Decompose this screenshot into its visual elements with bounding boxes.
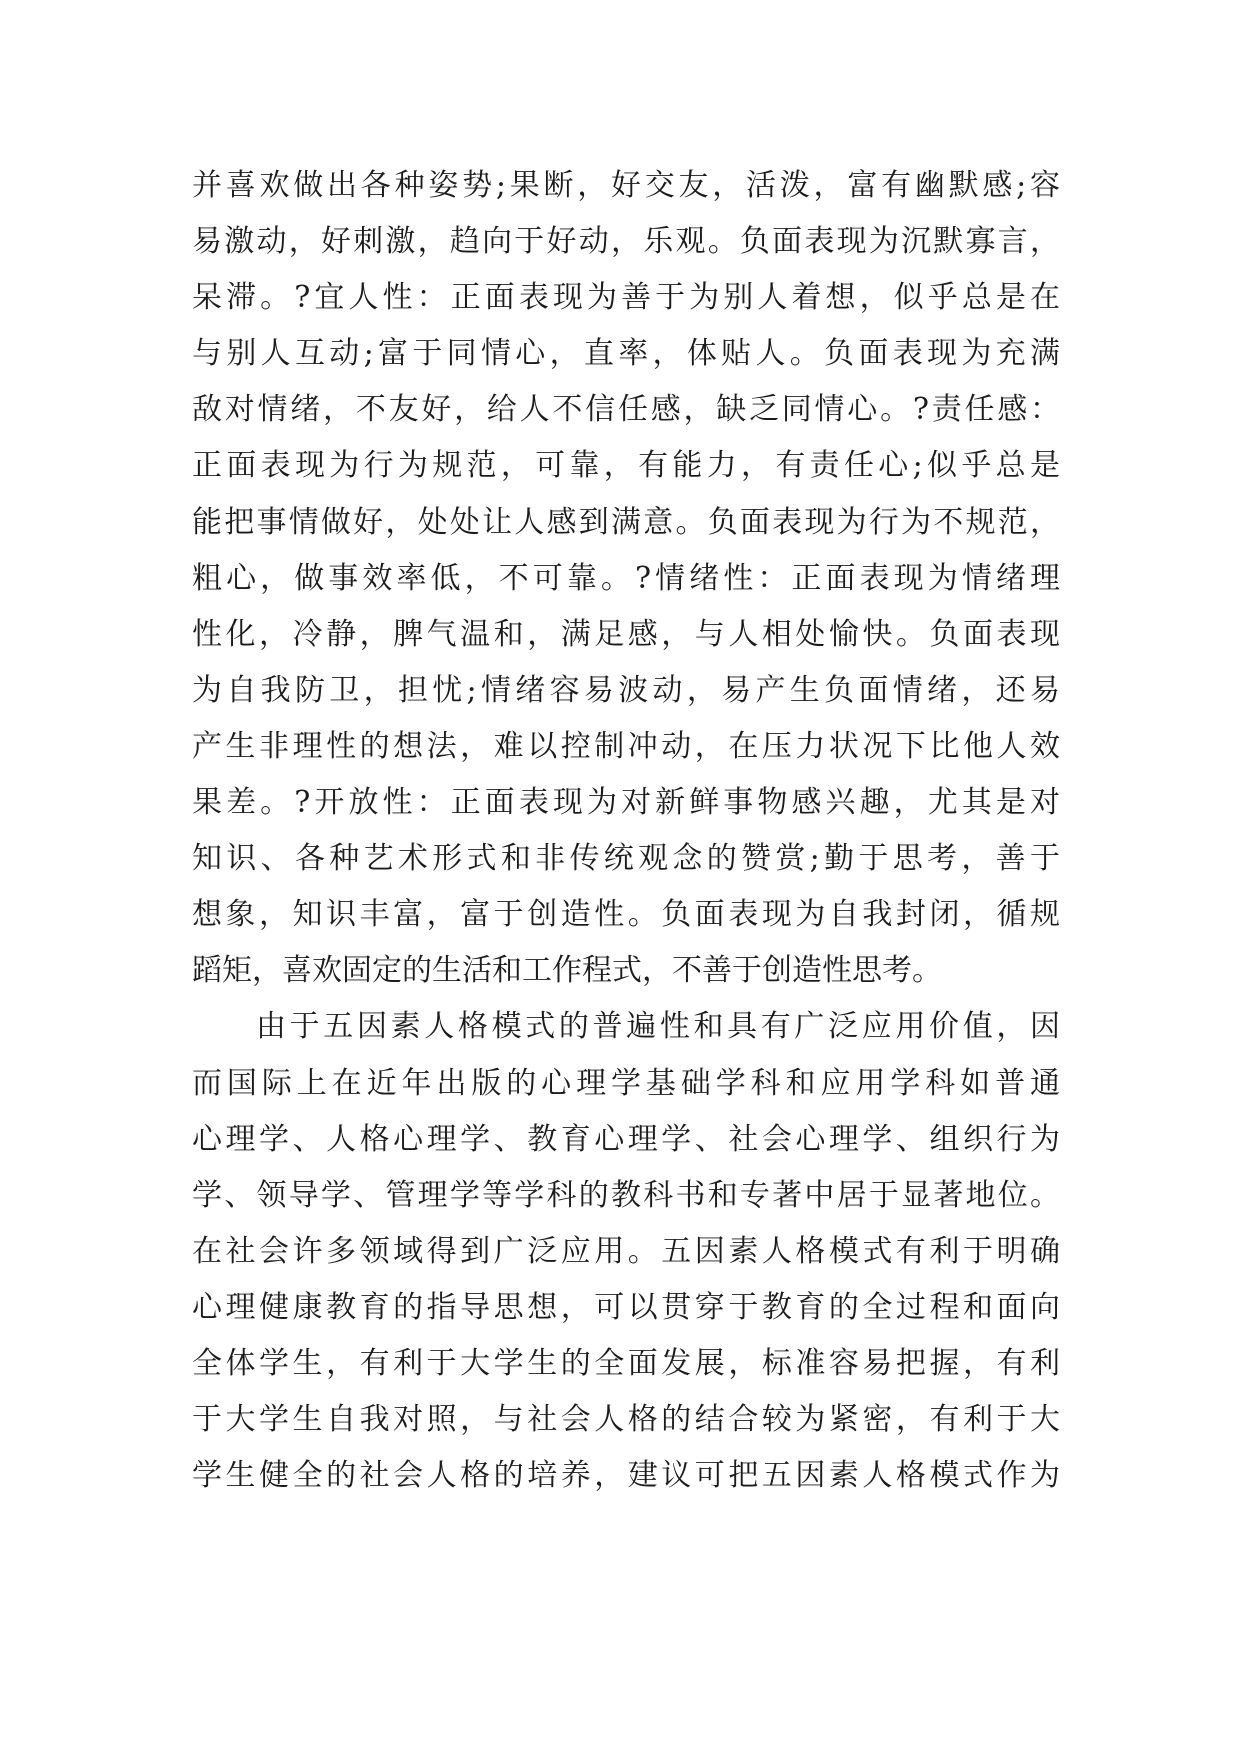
text-line: 而国际上在近年出版的心理学基础学科和应用学科如普通 [192, 1065, 1060, 1101]
text-line: 粗心，做事效率低，不可靠。?情绪性：正面表现为情绪理 [192, 560, 1060, 596]
text-line: 能把事情做好，处处让人感到满意。负面表现为行为不规范， [192, 504, 1060, 540]
text-line: 知识、各种艺术形式和非传统观念的赞赏;勤于思考，善于 [192, 841, 1060, 877]
text-line: 心理学、人格心理学、教育心理学、社会心理学、组织行为 [192, 1121, 1060, 1157]
text-line: 果差。?开放性：正面表现为对新鲜事物感兴趣，尤其是对 [192, 785, 1060, 821]
text-line: 想象，知识丰富，富于创造性。负面表现为自我封闭，循规 [192, 897, 1060, 933]
text-line: 易激动，好刺激，趋向于好动，乐观。负面表现为沉默寡言， [192, 224, 1060, 260]
text-line: 在社会许多领域得到广泛应用。五因素人格模式有利于明确 [192, 1233, 1060, 1269]
text-line: 并喜欢做出各种姿势;果断，好交友，活泼，富有幽默感;容 [192, 168, 1060, 203]
text-line: 学、领导学、管理学等学科的教科书和专著中居于显著地位。 [192, 1177, 1060, 1213]
text-line: 性化，冷静，脾气温和，满足感，与人相处愉快。负面表现 [192, 616, 1060, 652]
text-line: 全体学生，有利于大学生的全面发展，标准容易把握，有利 [192, 1345, 1060, 1381]
text-line: 与别人互动;富于同情心，直率，体贴人。负面表现为充满 [192, 336, 1060, 372]
paragraph-end-line: 蹈矩，喜欢固定的生活和工作程式，不善于创造性思考。 [192, 953, 942, 989]
body-text [192, 158, 1060, 1504]
paragraph-start-line: 由于五因素人格模式的普遍性和具有广泛应用价值，因 [256, 1009, 1060, 1045]
text-line: 呆滞。?宜人性：正面表现为善于为别人着想，似乎总是在 [192, 280, 1060, 316]
text-line: 为自我防卫，担忧;情绪容易波动，易产生负面情绪，还易 [192, 672, 1060, 708]
text-line: 于大学生自我对照，与社会人格的结合较为紧密，有利于大 [192, 1402, 1060, 1438]
text-line: 敌对情绪，不友好，给人不信任感，缺乏同情心。?责任感： [192, 392, 1060, 428]
text-line: 正面表现为行为规范，可靠，有能力，有责任心;似乎总是 [192, 448, 1060, 484]
text-line: 产生非理性的想法，难以控制冲动，在压力状况下比他人效 [192, 728, 1060, 764]
text-line: 心理健康教育的指导思想，可以贯穿于教育的全过程和面向 [192, 1289, 1060, 1325]
text-line: 学生健全的社会人格的培养，建议可把五因素人格模式作为 [192, 1458, 1060, 1494]
